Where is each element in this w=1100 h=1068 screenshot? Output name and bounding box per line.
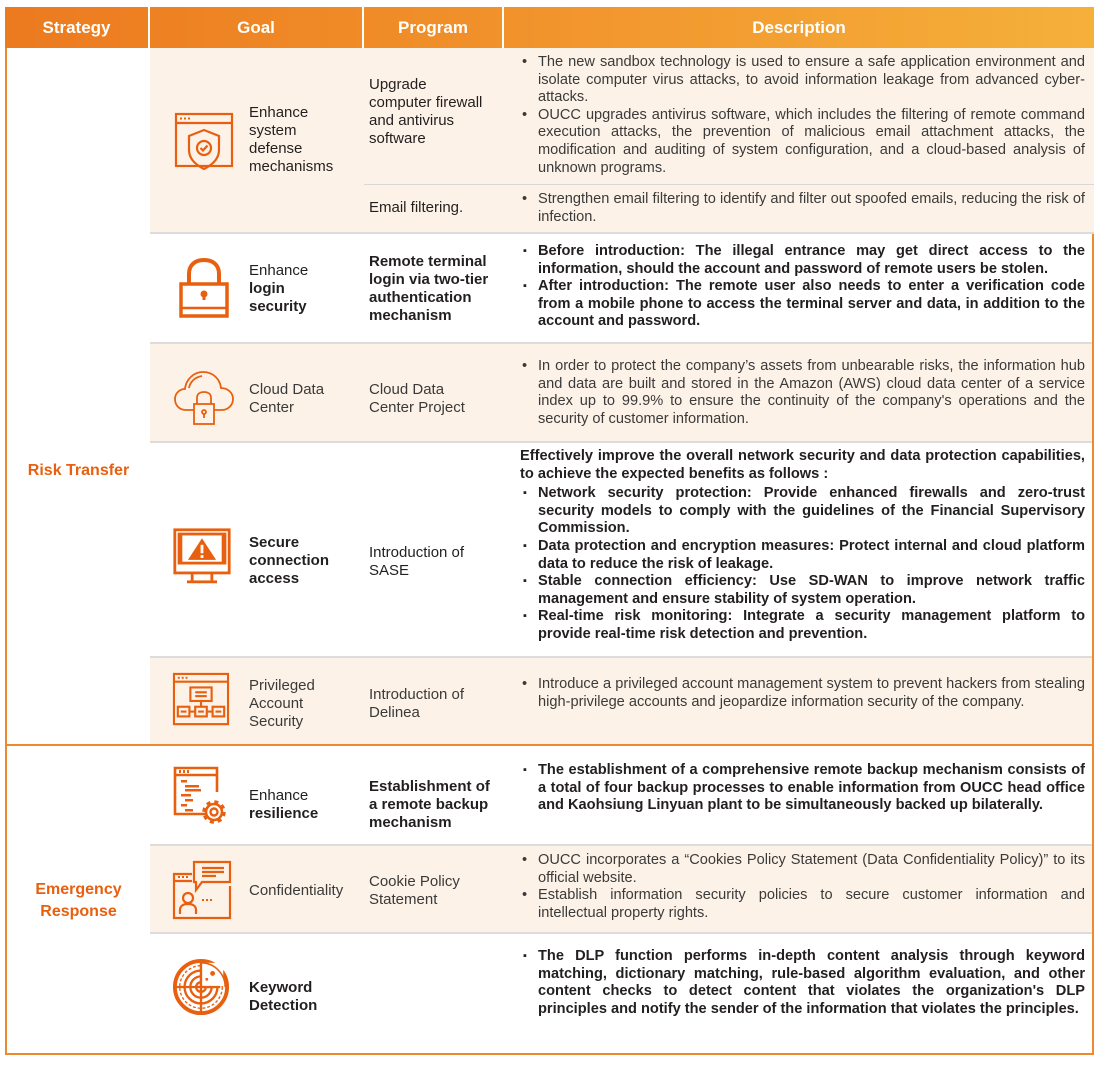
browser-shield-check-icon <box>172 110 236 174</box>
padlock-icon <box>172 256 236 320</box>
monitor-warning-icon <box>172 527 232 587</box>
sub-row-divider <box>364 184 1094 185</box>
description-bullet: ▪ Stable connection efficiency: Use SD-WAN to improve network traffic management and ensure stability of system operation. <box>520 573 1085 608</box>
description-bullet: ▪ Data protection and encryption measures: Protect internal and cloud platform data to reduce the risk of leakage. <box>520 538 1085 573</box>
description-bullet: ▪ Real-time risk monitoring: Integrate a security management platform to provide real-time risk detection and prevention. <box>520 608 1085 643</box>
description-bullet: • Introduce a privileged account management system to prevent hackers from stealing high-privilege accounts and jeopardize information security of the company. <box>520 676 1085 711</box>
goal-label: Privileged Account Security <box>249 677 315 730</box>
table-row <box>150 746 1094 846</box>
table-header <box>5 7 1094 48</box>
program-label: Upgrade computer firewall and antivirus software <box>369 76 483 147</box>
program-label: Cookie Policy Statement <box>369 873 460 908</box>
goal-label: Confidentiality <box>249 882 344 899</box>
header-goal: Goal <box>237 17 275 37</box>
description-bullet: • The new sandbox technology is used to ensure a safe application environment and isolate computer virus attacks, to avoid information leakage from advanced cyber-attacks. <box>520 54 1085 107</box>
description-cell <box>520 676 1085 711</box>
description-cell <box>520 243 1085 331</box>
description-bullet: • OUCC upgrades antivirus software, which includes the filtering of remote command execution attacks, the prevention of malicious email attachment attacks, the modification and auditing of system configuration, and a cloud-based analysis of unknown programs. <box>520 107 1085 177</box>
goal-label: Cloud Data Center <box>249 381 325 416</box>
description-cell <box>520 852 1085 922</box>
program-label: Introduction of SASE <box>369 544 465 579</box>
goal-label: Secure connection access <box>249 534 330 587</box>
browser-user-chat-icon <box>172 860 232 920</box>
description-bullet: • OUCC incorporates a “Cookies Policy Statement (Data Confidentiality Policy)” to its official website. <box>520 852 1085 887</box>
description-bullet: • In order to protect the company’s assets from unbearable risks, the information hub and data are built and stored in the Amazon (AWS) cloud data center of a service index up to 99.9% to ensure the continuity of the company's operations and the security of customer information. <box>520 358 1085 428</box>
description-bullet: ▪ The DLP function performs in-depth content analysis through keyword matching, dictionary matching, rule-based algorithm evaluation, and other content checks to detect content that violates the organization's DLP principles and notify the sender of the information that violates the principles. <box>520 948 1085 1018</box>
description-cell <box>520 54 1085 177</box>
table-right-border <box>1092 234 1094 745</box>
description-cell <box>520 191 1085 226</box>
goal-label: Enhance system defense mechanisms <box>249 104 334 175</box>
goal-label: Enhance resilience <box>249 787 319 822</box>
goal-cell <box>150 48 362 232</box>
description-bullet: ▪ The establishment of a comprehensive remote backup mechanism consists of a total of four backup processes to enable information from OUCC head office and Kaohsiung Linyuan plant to be simultaneously backed up bilaterally. <box>520 762 1085 815</box>
program-label: Introduction of Delinea <box>369 686 465 721</box>
table-row <box>150 846 1094 934</box>
description-bullet: • Establish information security policies to secure customer information and intellectual property rights. <box>520 887 1085 922</box>
goal-label: Enhance login security <box>249 262 309 315</box>
description-bullet: ▪ Network security protection: Provide enhanced firewalls and zero-trust security models to comply with the guidelines of the Financial Supervisory Commission. <box>520 485 1085 538</box>
browser-hierarchy-icon <box>172 672 230 728</box>
description-intro: Effectively improve the overall network security and data protection capabilities, to achieve the expected benefits as follows : <box>520 448 1085 482</box>
strategy-label-line2: Response <box>40 903 117 920</box>
description-bullet: ▪ After introduction: The remote user also needs to enter a verification code from a mobile phone to access the terminal server and data, in addition to the account and password. <box>520 278 1085 331</box>
program-label: Email filtering. <box>369 199 464 216</box>
program-label: Cloud Data Center Project <box>369 381 465 416</box>
description-bullet: • Strengthen email filtering to identify and filter out spoofed emails, reducing the risk of infection. <box>520 191 1085 226</box>
table-row <box>150 658 1094 745</box>
table-row <box>150 344 1094 443</box>
table-row <box>150 443 1094 658</box>
goal-label: Keyword Detection <box>249 979 318 1014</box>
header-program: Program <box>398 17 468 37</box>
radar-icon <box>172 958 230 1016</box>
table-row <box>150 934 1094 1054</box>
document-gear-icon <box>172 766 230 828</box>
strategy-label: Risk Transfer <box>27 462 130 479</box>
description-cell <box>520 448 1085 644</box>
description-bullet: ▪ Before introduction: The illegal entrance may get direct access to the information, should the account and password of remote users be stolen. <box>520 243 1085 278</box>
table-bottom-border <box>5 1053 1094 1055</box>
strategy-cell-risk-transfer <box>5 48 148 745</box>
description-cell <box>520 358 1085 428</box>
program-label: Remote terminal login via two-tier authentication mechanism <box>369 253 489 324</box>
cloud-lock-icon <box>172 364 236 428</box>
header-strategy: Strategy <box>42 17 111 37</box>
table-row <box>150 48 1094 234</box>
strategy-label-line1: Emergency <box>35 881 122 898</box>
description-cell <box>520 948 1085 1018</box>
table-right-border <box>1092 745 1094 1054</box>
table-row <box>150 234 1094 344</box>
description-cell <box>520 762 1085 815</box>
header-description: Description <box>752 17 846 37</box>
strategy-cell-emergency-response <box>5 745 148 1054</box>
program-label: Establishment of a remote backup mechanism <box>369 778 490 831</box>
